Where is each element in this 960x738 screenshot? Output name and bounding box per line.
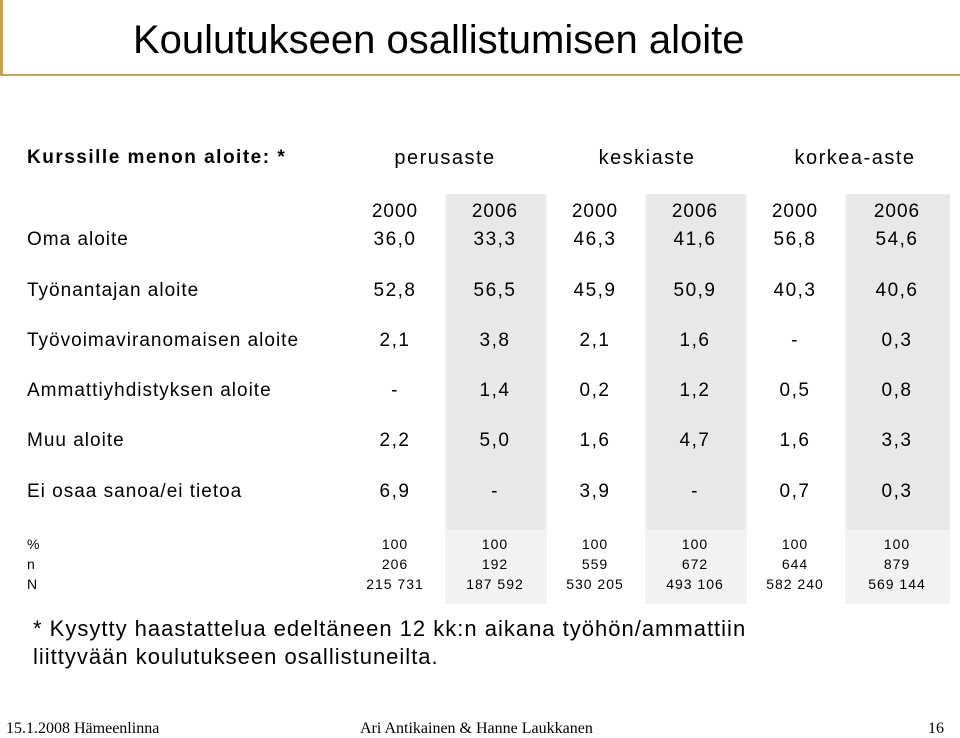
table-cell: 46,3	[573, 229, 617, 250]
table-cell: 0,3	[881, 330, 913, 351]
summary-cell: 100	[883, 536, 911, 552]
summary-label: %	[27, 536, 41, 552]
year-header: 2006	[873, 201, 921, 222]
summary-label: n	[27, 556, 36, 572]
summary-cell: 206	[381, 556, 409, 572]
table-cell: 52,8	[373, 280, 417, 301]
footnote: * Kysytty haastattelua edeltäneen 12 kk:n aikana työhön/ammattiin liittyvään koulutukseen osallistuneilta.	[33, 616, 747, 669]
table-cell: -	[491, 481, 499, 502]
table-header-label: Kurssille menon aloite: *	[27, 147, 287, 168]
row-label: Oma aloite	[27, 229, 129, 250]
title-underline	[0, 74, 960, 76]
footer-authors: Ari Antikainen & Hanne Laukkanen	[360, 720, 593, 737]
summary-cell: 672	[681, 556, 709, 572]
table-cell: 1,6	[779, 430, 811, 451]
row-label: Ei osaa sanoa/ei tietoa	[27, 481, 243, 502]
title-accent-bar	[0, 0, 3, 74]
summary-cell: 879	[883, 556, 911, 572]
table-cell: 41,6	[673, 229, 717, 250]
table-cell: 3,3	[881, 430, 913, 451]
table-cell: 2,1	[579, 330, 611, 351]
table-cell: -	[691, 481, 699, 502]
row-label: Muu aloite	[27, 430, 125, 451]
summary-cell: 530 205	[566, 576, 624, 592]
table-cell: 6,9	[379, 481, 411, 502]
year-header: 2000	[371, 201, 419, 222]
table-cell: 50,9	[673, 280, 717, 301]
summary-cell: 582 240	[766, 576, 824, 592]
page-number: 16	[928, 720, 944, 737]
table-cell: 0,5	[779, 380, 811, 401]
table-cell: 1,2	[679, 380, 711, 401]
summary-label: N	[27, 576, 39, 592]
table-cell: 3,9	[579, 481, 611, 502]
table-cell: 0,7	[779, 481, 811, 502]
table-cell: 5,0	[479, 430, 511, 451]
summary-cell: 559	[581, 556, 609, 572]
table-cell: 33,3	[473, 229, 517, 250]
table-cell: 1,6	[579, 430, 611, 451]
group-header: korkea-aste	[794, 147, 916, 169]
table-cell: 0,2	[579, 380, 611, 401]
year-header: 2000	[571, 201, 619, 222]
table-cell: 2,2	[379, 430, 411, 451]
summary-cell: 187 592	[466, 576, 524, 592]
table-cell: 54,6	[875, 229, 919, 250]
summary-cell: 644	[781, 556, 809, 572]
summary-cell: 100	[781, 536, 809, 552]
summary-cell: 100	[381, 536, 409, 552]
table-cell: 2,1	[379, 330, 411, 351]
row-label: Ammattiyhdistyksen aloite	[27, 380, 272, 401]
year-header: 2006	[671, 201, 719, 222]
summary-cell: 100	[481, 536, 509, 552]
summary-cell: 215 731	[366, 576, 424, 592]
summary-cell: 569 144	[868, 576, 926, 592]
footer-date-place: 15.1.2008 Hämeenlinna	[6, 720, 160, 737]
summary-cell: 192	[481, 556, 509, 572]
table-cell: -	[391, 380, 399, 401]
table-cell: 0,3	[881, 481, 913, 502]
table-cell: 1,6	[679, 330, 711, 351]
table-cell: 0,8	[881, 380, 913, 401]
group-header: keskiaste	[598, 147, 696, 169]
table-cell: 45,9	[573, 280, 617, 301]
summary-cell: 100	[581, 536, 609, 552]
row-label: Työnantajan aloite	[27, 280, 200, 301]
summary-cell: 100	[681, 536, 709, 552]
table-cell: 1,4	[479, 380, 511, 401]
slide-title: Koulutukseen osallistumisen aloite	[133, 18, 745, 62]
table-cell: 3,8	[479, 330, 511, 351]
table-cell: 40,3	[773, 280, 817, 301]
table-cell: 56,8	[773, 229, 817, 250]
group-header: perusaste	[394, 147, 496, 169]
summary-cell: 493 106	[666, 576, 724, 592]
table-cell: -	[791, 330, 799, 351]
row-label: Työvoimaviranomaisen aloite	[27, 330, 300, 351]
table-cell: 56,5	[473, 280, 517, 301]
year-header: 2000	[771, 201, 819, 222]
table-cell: 36,0	[373, 229, 417, 250]
table-cell: 40,6	[875, 280, 919, 301]
table-cell: 4,7	[679, 430, 711, 451]
year-header: 2006	[471, 201, 519, 222]
